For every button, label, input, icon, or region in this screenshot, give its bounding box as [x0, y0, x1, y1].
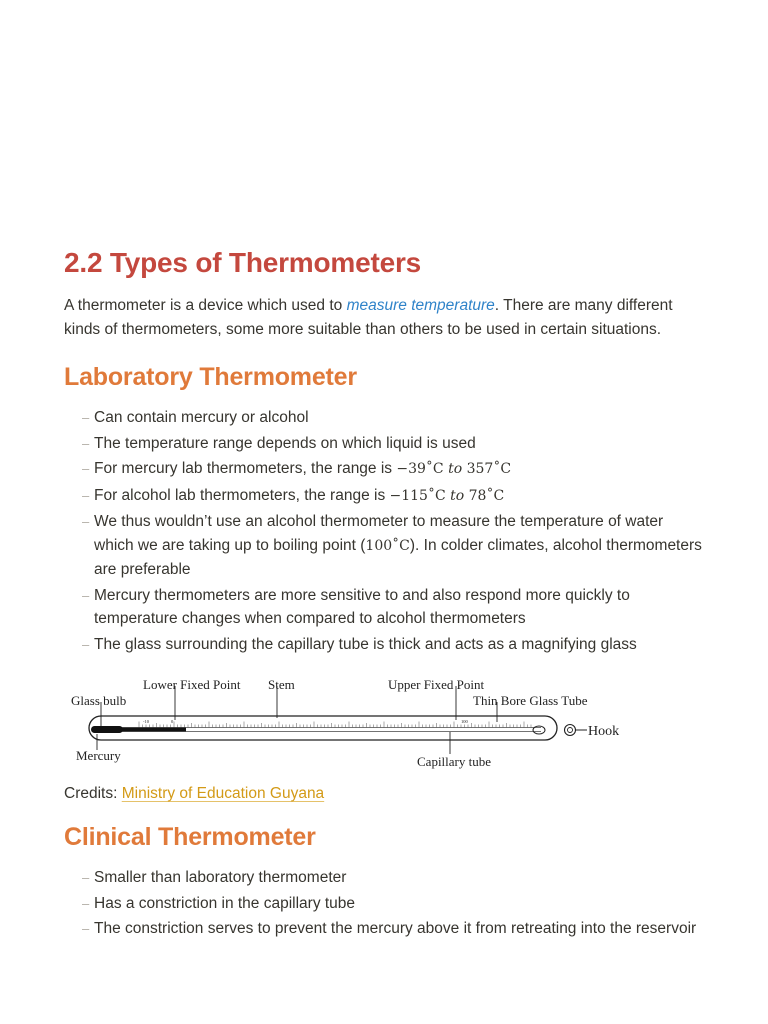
label-stem: Stem — [268, 677, 295, 692]
thermometer-svg — [69, 672, 629, 780]
dash-bullet-icon: – — [82, 870, 90, 885]
label-glass-bulb: Glass bulb — [71, 693, 127, 708]
list-item: – Can contain mercury or alcohol — [64, 406, 704, 430]
label-upper-fixed-point: Upper Fixed Point — [388, 677, 485, 692]
mercury-column — [119, 728, 186, 732]
intro-paragraph: A thermometer is a device which used to measure temperature. There are many different kinds of thermometers, some more suitable than others to be used in certain situations. — [64, 297, 673, 338]
dash-bullet-icon: – — [82, 461, 90, 476]
list-item: – We thus wouldn’t use an alcohol thermometer to measure the temperature of water which we are taking up to boiling point (100˚C). In colder climates, alcohol thermometers are preferable — [64, 510, 704, 582]
dash-bullet-icon: – — [82, 487, 90, 503]
math-range: −115˚C to 78˚C — [389, 487, 505, 504]
dash-bullet-icon: – — [82, 921, 90, 936]
clinical-thermometer-heading: Clinical Thermometer — [64, 823, 316, 851]
scale-label-zero: 0 — [171, 719, 174, 724]
label-lower-fixed-point: Lower Fixed Point — [143, 677, 241, 692]
laboratory-thermometer-heading: Laboratory Thermometer — [64, 363, 357, 391]
label-mercury: Mercury — [76, 748, 121, 763]
mercury-bulb — [91, 726, 123, 733]
dash-bullet-icon: – — [82, 895, 90, 911]
list-item: – For mercury lab thermometers, the range is −39˚C to 357˚C — [64, 457, 704, 482]
scale-label-low: -10 — [143, 719, 149, 724]
list-item: – The temperature range depends on which liquid is used — [64, 432, 704, 456]
dash-bullet-icon: – — [82, 587, 90, 603]
laboratory-thermometer-diagram — [69, 672, 629, 780]
dash-bullet-icon: – — [82, 410, 90, 425]
laboratory-bullet-list — [64, 406, 704, 656]
measure-temperature-link[interactable]: measure temperature — [346, 297, 495, 314]
list-item: – Has a constriction in the capillary tube — [64, 892, 704, 916]
list-item: – Smaller than laboratory thermometer — [64, 866, 704, 890]
dash-bullet-icon: – — [82, 435, 90, 451]
clinical-bullet-list — [64, 866, 704, 941]
list-item: – Mercury thermometers are more sensitive to and also respond more quickly to temperature changes when compared to alcohol thermometers — [64, 584, 704, 631]
dash-bullet-icon: – — [82, 636, 90, 652]
hook-ring — [565, 725, 576, 736]
credits-line: Credits: Ministry of Education Guyana — [64, 785, 325, 802]
list-item: – The glass surrounding the capillary tube is thick and acts as a magnifying glass — [64, 633, 704, 657]
list-item: – For alcohol lab thermometers, the range is −115˚C to 78˚C — [64, 484, 704, 509]
page-title: 2.2 Types of Thermometers — [64, 247, 422, 278]
label-capillary-tube: Capillary tube — [417, 754, 492, 769]
list-item: – The constriction serves to prevent the mercury above it from retreating into the reservoir — [64, 917, 704, 941]
scale-label-high: 100 — [461, 719, 468, 724]
math-boiling-point: 100˚C — [365, 537, 410, 554]
label-hook: Hook — [588, 724, 620, 739]
dash-bullet-icon: – — [82, 514, 90, 529]
label-thin-bore-glass-tube: Thin Bore Glass Tube — [473, 693, 588, 708]
math-range: −39˚C to 357˚C — [396, 461, 512, 477]
article — [64, 244, 704, 943]
ministry-of-education-guyana-link[interactable]: Ministry of Education Guyana — [121, 785, 325, 802]
